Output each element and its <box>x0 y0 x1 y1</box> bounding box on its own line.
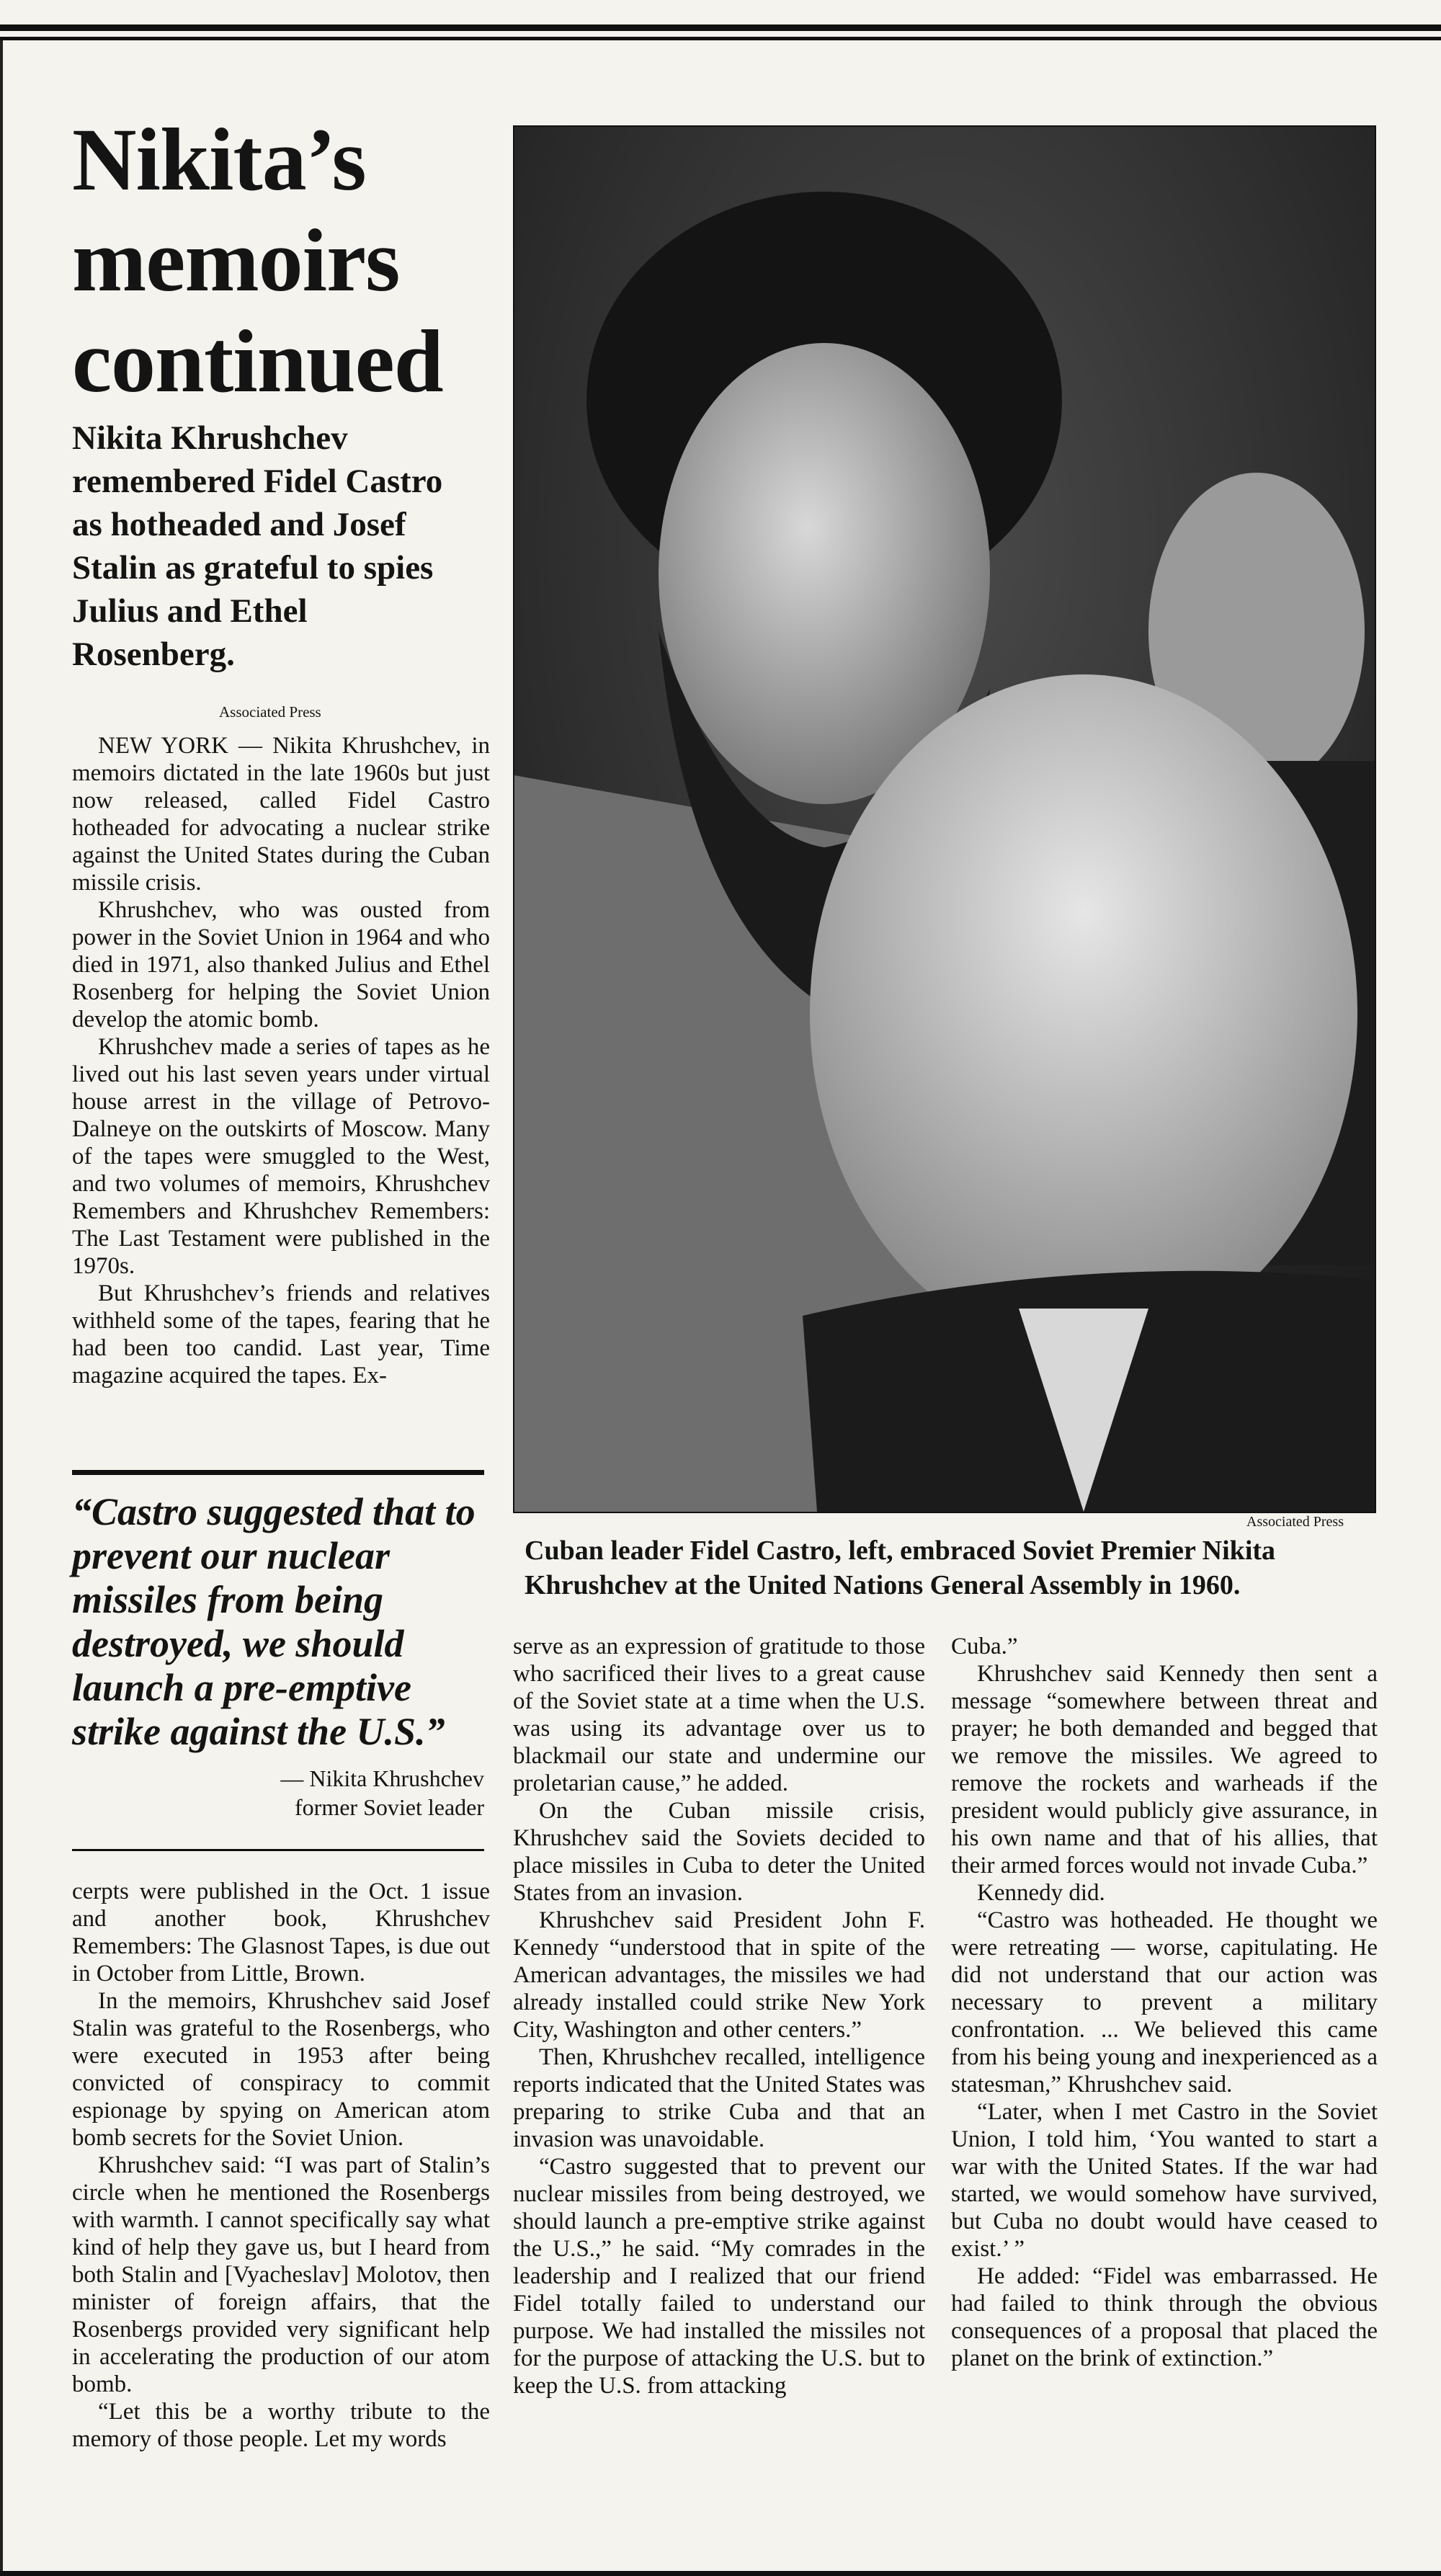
paragraph: On the Cuban missile crisis, Khrushchev said the Soviets decided to place missiles in Cuba to deter the United States from an invasion. <box>513 1798 925 1906</box>
photo-castro-khrushchev-embrace <box>514 127 1375 1512</box>
photo-caption: Cuban leader Fidel Castro, left, embraced Soviet Premier Nikita Khrushchev at the United Nations General Assembly in 1960. <box>525 1536 1276 1600</box>
pullquote: “Castro suggested that to prevent our nuclear missiles from being destroyed, we should launch a pre-emptive strike against the U.S.” <box>72 1490 476 1753</box>
paragraph: “Castro suggested that to prevent our nuclear missiles from being destroyed, we should launch a pre-emptive strike against the U.S.,” he said. “My comrades in the leadership and I realized that our friend Fidel totally failed to understand our purpose. We had installed the missiles not for the purpose of attacking the U.S. but to keep the U.S. from attacking <box>513 2154 925 2399</box>
pullquote-name: — Nikita Khrushchev <box>280 1765 484 1791</box>
page-left-border <box>0 40 3 2571</box>
paragraph: Cuba.” <box>951 1634 1018 1659</box>
masthead-rule-thick <box>0 24 1441 31</box>
paragraph: Khrushchev said President John F. Kennedy “understood that in spite of the American advantages, the missiles we had already installed could strike New York City, Washington and other centers.” <box>513 1907 925 2043</box>
paragraph: cerpts were published in the Oct. 1 issue and another book, Khrushchev Remembers: The Glasnost Tapes, is due out in October from Little, Brown. <box>72 1878 490 1987</box>
paragraph: “Let this be a worthy tribute to the memory of those people. Let my words <box>72 2399 490 2452</box>
pullquote-title: former Soviet leader <box>295 1794 484 1820</box>
paragraph: serve as an expression of gratitude to those who sacrificed their lives to a great cause of the Soviet state at a time when the U.S. was using its advantage over us to blackmail our state and undermine our proletarian cause,” he added. <box>513 1634 925 1796</box>
pullquote-rule-top <box>72 1470 484 1475</box>
pullquote-rule-bottom <box>72 1849 484 1851</box>
paragraph: Khrushchev made a series of tapes as he lived out his last seven years under virtual house arrest in the village of Petrovo-Dalneye on the outskirts of Moscow. Many of the tapes were smuggled to the West, and two volumes of memoirs, Khrushchev Remembers and Khrushchev Remembers: The Last Testament were published in the 1970s. <box>72 1034 490 1279</box>
paragraph: Kennedy did. <box>977 1880 1105 1906</box>
news-photo <box>513 125 1376 1513</box>
paragraph: Khrushchev said: “I was part of Stalin’s circle when he mentioned the Rosenbergs with warmth. I cannot specifically say what kind of help they gave us, but I heard from both Stalin and [Vyacheslav] Molotov, then minister of foreign affairs, that the Rosenbergs provided very significant help in accelerating the production of our atom bomb. <box>72 2152 490 2397</box>
paragraph: Then, Khrushchev recalled, intelligence reports indicated that the United States was preparing to strike Cuba and that an invasion was unavoidable. <box>513 2044 925 2152</box>
body-column-1-top <box>72 732 490 1389</box>
paragraph: But Khrushchev’s friends and relatives withheld some of the tapes, fearing that he had been too candid. Last year, Time magazine acquired the tapes. Ex- <box>72 1280 490 1389</box>
masthead-rule-thin <box>0 37 1441 40</box>
paragraph: Khrushchev said Kennedy then sent a message “somewhere between threat and prayer; he both demanded and begged that we remove the missiles. We agreed to remove the rockets and warheads if the president would publicly give assurance, in his own name and that of his allies, that their armed forces would not invade Cuba.” <box>951 1661 1378 1878</box>
photo-credit: Associated Press <box>1246 1514 1344 1530</box>
headline: Nikita’s memoirs continued <box>72 110 443 411</box>
body-column-1-bottom <box>72 1878 490 2453</box>
deck-subheadline: Nikita Khrushchev remembered Fidel Castro as hotheaded and Josef Stalin as grateful to spies Julius and Ethel Rosenberg. <box>72 419 443 673</box>
body-column-2 <box>513 1633 925 2399</box>
pullquote-attribution <box>216 1764 484 1822</box>
byline: Associated Press <box>219 703 321 721</box>
page-bottom-rule <box>0 2571 1441 2576</box>
body-column-3 <box>951 1633 1378 2372</box>
paragraph: “Later, when I met Castro in the Soviet Union, I told him, ‘You wanted to start a war with the United States. If the war had started, we would somehow have survived, but Cuba no doubt would have ceased to exist.’ ” <box>951 2099 1378 2262</box>
paragraph: NEW YORK — Nikita Khrushchev, in memoirs dictated in the late 1960s but just now released, called Fidel Castro hotheaded for advocating a nuclear strike against the United States during the Cuban missile crisis. <box>72 733 490 896</box>
paragraph: “Castro was hotheaded. He thought we were retreating — worse, capitulating. He did not understand that our action was necessary to prevent a military confrontation. ... We believed this came from his being young and inexperienced as a statesman,” Khrushchev said. <box>951 1907 1378 2098</box>
paragraph: Khrushchev, who was ousted from power in the Soviet Union in 1964 and who died in 1971, also thanked Julius and Ethel Rosenberg for helping the Soviet Union develop the atomic bomb. <box>72 897 490 1033</box>
paragraph: He added: “Fidel was embarrassed. He had failed to think through the obvious consequences of a proposal that placed the planet on the brink of extinction.” <box>951 2263 1378 2371</box>
paragraph: In the memoirs, Khrushchev said Josef Stalin was grateful to the Rosenbergs, who were executed in 1953 after being convicted of conspiracy to commit espionage by spying on American atom bomb secrets for the Soviet Union. <box>72 1988 490 2151</box>
